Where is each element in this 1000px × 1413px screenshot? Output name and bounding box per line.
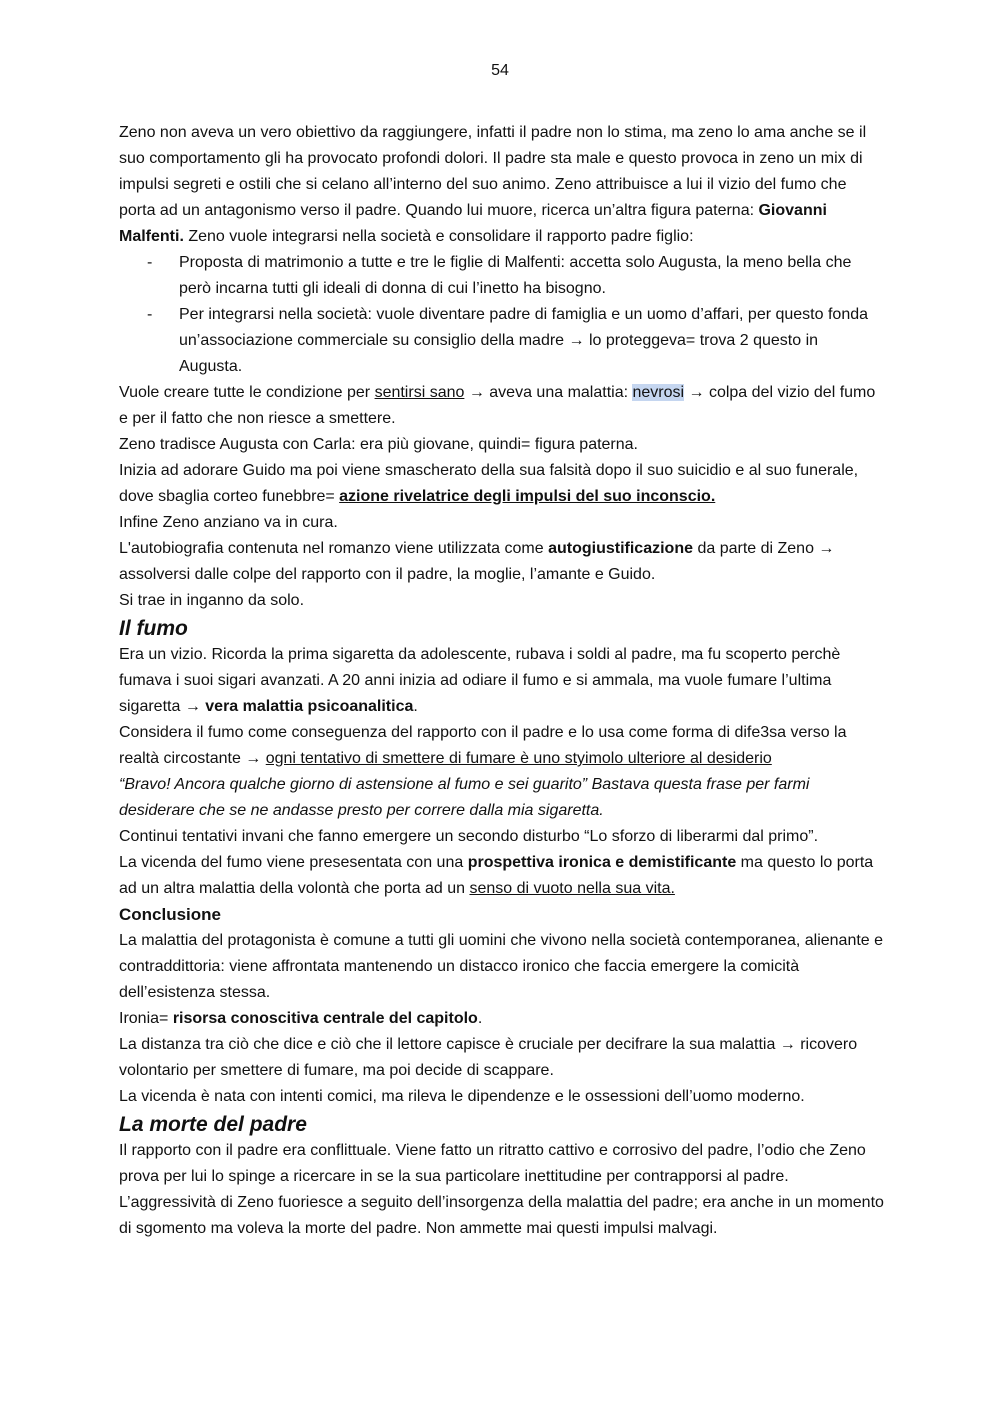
list-item [119,302,884,380]
paragraph: Continui tentativi invani che fanno emergere un secondo disturbo “Lo sforzo di liberarmi dal primo”. [119,828,819,845]
bold-underlined-text: azione rivelatrice degli impulsi del suo inconscio. [339,488,716,505]
section-heading-conclusione: Conclusione [119,905,222,924]
text-run: L'autobiografia contenuta nel romanzo viene utilizzata come [119,540,549,557]
underlined-text: sentirsi sano [374,384,465,401]
paragraph [119,380,884,432]
intro-paragraph [119,120,884,250]
text-run: Zeno vuole integrarsi nella società e consolidare il rapporto padre figlio: [183,228,694,245]
text-run: Ironia= [119,1010,173,1027]
paragraph [119,720,884,772]
text-run: Considera il fumo come conseguenza del rapporto con il padre e lo usa come forma di dife3sa verso la realtà circostante → [119,724,847,767]
list-item-text: Proposta di matrimonio a tutte e tre le figlie di Malfenti: accetta solo Augusta, la meno bella che però incarna tutti gli ideali di donna di cui l’inetto ha bisogno. [179,254,852,297]
section-heading-fumo: Il fumo [119,617,188,640]
text-run: ma questo lo porta ad un altra malattia della volontà che porta ad un [119,854,874,897]
paragraph: Il rapporto con il padre era conflittuale. Viene fatto un ritratto cattivo e corrosivo del padre, l’odio che Zeno prova per lui lo spinge a ricercare in se la sua particolare inettitudine per contrapporsi al padre. L’aggressività di Zeno fuoriesce a seguito dell’insorgenza della malattia del padre; era anche in un momento di sgomento ma voleva la morte del padre. Non ammette mai questi impulsi malvagi. [119,1142,884,1237]
text-run: → colpa del vizio del fumo e per il fatto che non riesce a smettere. [119,384,876,427]
bold-name: Giovanni Malfenti. [119,202,827,245]
paragraph: La vicenda è nata con intenti comici, ma rileva le dipendenze e le ossessioni dell’uomo moderno. [119,1088,805,1105]
list-item [119,250,884,302]
dash-bullet: - [147,254,153,271]
paragraph: La malattia del protagonista è comune a tutti gli uomini che vivono nella società contemporanea, alienante e contraddittoria: viene affrontata mantenendo un distacco ironico che faccia emergere la comicità dell’esistenza stessa. [119,932,884,1001]
document-body [119,120,884,1242]
paragraph: La distanza tra ciò che dice e ciò che il lettore capisce è cruciale per decifrare la sua malattia → ricovero volontario per smettere di fumare, ma poi decide di scappare. [119,1036,858,1079]
bold-text: risorsa conoscitiva centrale del capitolo [172,1010,478,1027]
text-selection-highlight[interactable]: nevrosi [632,384,685,401]
underlined-text: senso di vuoto nella sua vita. [469,880,675,897]
dash-bullet: - [147,306,153,323]
text-run: . [477,1010,483,1027]
paragraph [119,458,884,510]
paragraph: Si trae in inganno da solo. [119,592,305,609]
paragraph [119,1006,884,1032]
paragraph: Infine Zeno anziano va in cura. [119,514,338,531]
dash-list [119,250,884,380]
section-heading-morte-padre: La morte del padre [119,1113,307,1136]
text-run: Era un vizio. Ricorda la prima sigaretta da adolescente, rubava i soldi al padre, ma fu scoperto perchè fumava i suoi sigari avanzati. A 20 anni inizia ad odiare il fumo e si ammala, ma vuole fumare l’ultima sigaretta → [119,646,841,715]
paragraph [119,642,884,720]
paragraph [119,850,884,902]
list-item-text: Per integrarsi nella società: vuole diventare padre di famiglia e un uomo d’affari, per questo fonda un’associazione commerciale su consiglio della madre → lo proteggeva= trova 2 questo in Augusta. [179,306,869,375]
bold-text: vera malattia psicoanalitica [205,698,414,715]
bold-text: autogiustificazione [548,540,693,557]
text-run: . [413,698,418,715]
paragraph [119,536,884,588]
text-run: da parte di Zeno → assolversi dalle colpe del rapporto con il padre, la moglie, l’amante e Guido. [119,540,835,583]
text-run: → aveva una malattia: [464,384,633,401]
text-run: La vicenda del fumo viene presesentata con una [119,854,468,871]
page-number: 54 [491,62,509,79]
bold-text: prospettiva ironica e demistificante [467,854,737,871]
quote-paragraph: “Bravo! Ancora qualche giorno di astensione al fumo e sei guarito” Bastava questa frase per farmi desiderare che se ne andasse presto per correre dalla mia sigaretta. [119,776,810,819]
text-run: Zeno non aveva un vero obiettivo da raggiungere, infatti il padre non lo stima, ma zeno lo ama anche se il suo comportamento gli ha provocato profondi dolori. Il padre sta male e questo provoca in zeno un mix di impulsi segreti e ostili che si celano all’interno del suo animo. Zeno attribuisce a lui il vizio del fumo che porta ad un antagonismo verso il padre. Quando lui muore, ricerca un’altra figura paterna: [119,124,867,219]
text-run: Inizia ad adorare Guido ma poi viene smascherato della sua falsità dopo il suo suicidio e al suo funerale, dove sbaglia corteo funebbre= [119,462,859,505]
underlined-text: ogni tentativo di smettere di fumare è uno styimolo ulteriore al desiderio [265,750,772,767]
text-run: Vuole creare tutte le condizione per [119,384,375,401]
paragraph: Zeno tradisce Augusta con Carla: era più giovane, quindi= figura paterna. [119,436,638,453]
